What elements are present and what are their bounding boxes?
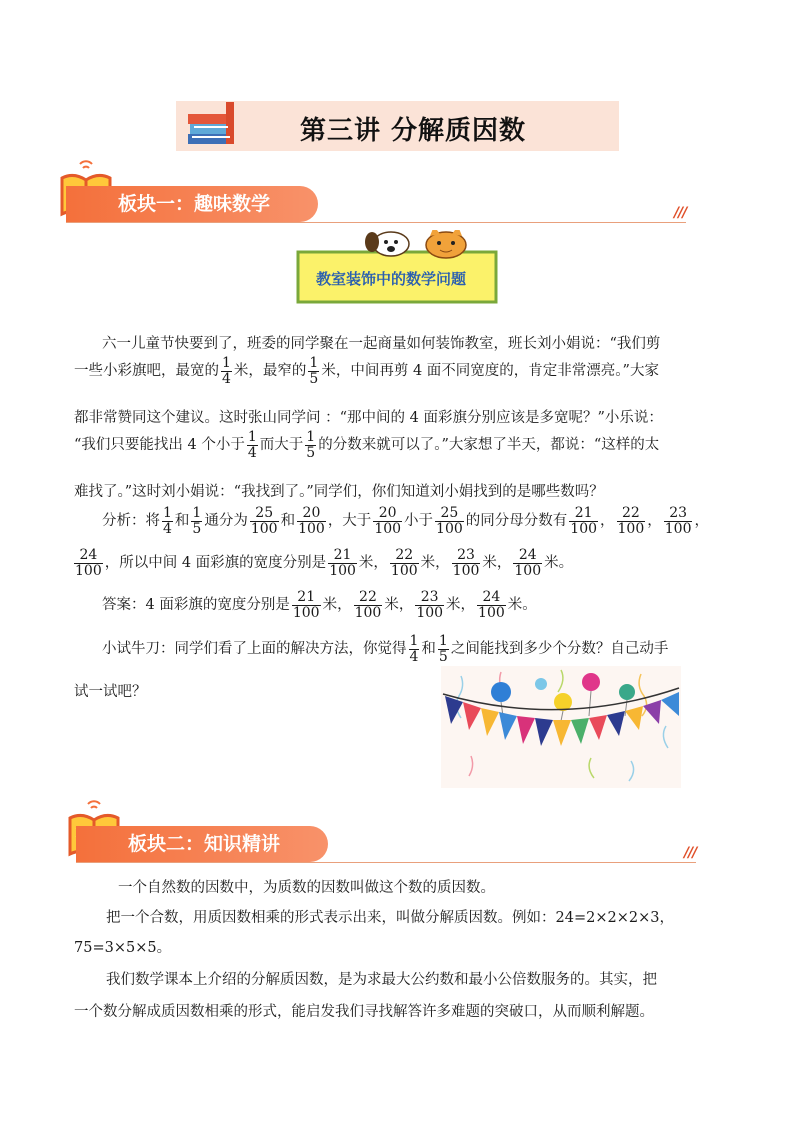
section-label: 板块二：知识精讲 — [128, 833, 281, 855]
fraction: $\frac{21}{100}$ — [570, 505, 598, 537]
fraction: $\frac{22}{100}$ — [390, 547, 418, 579]
fraction: $\frac{1}{4}$ — [409, 633, 419, 665]
page-title: 第三讲 分解质因数 — [300, 116, 527, 146]
section-label: 板块一：趣味数学 — [118, 193, 271, 215]
fraction: $\frac{25}{100}$ — [436, 505, 463, 537]
knowledge-line: 75=3×5×5。 — [74, 940, 172, 956]
fraction: $\frac{23}{100}$ — [664, 505, 692, 537]
story-box-illustration — [296, 230, 498, 304]
analysis-line: $\frac{24}{100}$ ，所以中间 4 面彩旗的宽度分别是 $\frac{21}{100}$ 米， $\frac{22}{100}$ 米， $\frac{23}{100}$ 米， $\frac{24}{100}$ 米。 — [75, 547, 574, 579]
fraction: $\frac{21}{100}$ — [292, 589, 320, 621]
fraction: $\frac{23}{100}$ — [416, 589, 444, 621]
fraction: $\frac{1}{5}$ — [309, 355, 319, 387]
bunting-illustration — [441, 666, 681, 788]
story-line: 六一儿童节快要到了，班委的同学聚在一起商量如何装饰教室，班长刘小娟说：“我们剪 — [102, 336, 661, 352]
fraction: $\frac{1}{5}$ — [438, 633, 448, 665]
section-divider — [66, 222, 686, 223]
fraction: $\frac{20}{100}$ — [298, 505, 325, 537]
answer-line: 答案：4 面彩旗的宽度分别是 $\frac{21}{100}$ 米， $\frac{22}{100}$ 米， $\frac{23}{100}$ 米， $\frac{24}{100}$ 米。 — [102, 589, 537, 621]
knowledge-line: 我们数学课本上介绍的分解质因数，是为求最大公约数和最小公倍数服务的。其实，把 — [106, 972, 657, 988]
analysis-line: 分析：将 $\frac{1}{4}$ 和 $\frac{1}{5}$ 通分为 $\frac{25}{100}$ 和 $\frac{20}{100}$ ，大于 $\frac{20}{100}$ 小于 $\frac{25}{100}$ 的同分母分数有 $\frac{21}{100}$ ， $\frac{22}{100}$ ， $\frac{23}{100}$ ， — [102, 505, 709, 537]
section-slashes: /// — [674, 205, 687, 221]
fraction: $\frac{25}{100}$ — [250, 505, 278, 537]
story-line: 一些小彩旗吧，最宽的 $\frac{1}{4}$ 米，最窄的 $\frac{1}{5}$ 米，中间再剪 4 面不同宽度的，肯定非常漂亮。”大家 — [74, 355, 659, 387]
story-line: 都非常赞同这个建议。这时张山同学问 ：“那中间的 4 面彩旗分别应该是多宽呢？”小乐说： — [74, 410, 663, 426]
fraction: $\frac{1}{5}$ — [306, 429, 316, 461]
trial-line: 小试牛刀：同学们看了上面的解决方法，你觉得 $\frac{1}{4}$ 和 $\frac{1}{5}$ 之间能找到多少个分数？自己动手 — [102, 633, 669, 665]
fraction: $\frac{22}{100}$ — [617, 505, 645, 537]
fraction: $\frac{1}{4}$ — [247, 429, 257, 461]
section-header — [66, 186, 318, 222]
knowledge-line: 一个数分解成质因数相乘的形式，能启发我们寻找解答许多难题的突破口，从而顺利解题。 — [74, 1004, 654, 1020]
trial-line: 试一试吧？ — [74, 684, 147, 700]
books-icon — [186, 100, 248, 150]
fraction: $\frac{22}{100}$ — [354, 589, 382, 621]
fraction: $\frac{21}{100}$ — [329, 547, 356, 579]
fraction: $\frac{24}{100}$ — [514, 547, 542, 579]
knowledge-line: 一个自然数的因数中，为质数的因数叫做这个数的质因数。 — [118, 880, 495, 896]
section-slashes: /// — [684, 845, 697, 861]
story-line: 难找了。”这时刘小娟说：“我找到了。”同学们，你们知道刘小娟找到的是哪些数吗？ — [74, 484, 604, 500]
section-header — [76, 826, 328, 862]
fraction: $\frac{23}{100}$ — [452, 547, 480, 579]
story-line: “我们只要能找出 4 个小于 $\frac{1}{4}$ 而大于 $\frac{1}{5}$ 的分数来就可以了。”大家想了半天，都说：“这样的太 — [74, 429, 660, 461]
section-divider — [76, 862, 696, 863]
story-box-title: 教室装饰中的数学问题 — [316, 270, 467, 288]
fraction: $\frac{1}{5}$ — [192, 505, 202, 537]
fraction: $\frac{20}{100}$ — [374, 505, 402, 537]
fraction: $\frac{1}{4}$ — [222, 355, 231, 387]
fraction: $\frac{1}{4}$ — [163, 505, 172, 537]
knowledge-line: 把一个合数，用质因数相乘的形式表示出来，叫做分解质因数。例如：24=2×2×2×3， — [106, 910, 674, 926]
fraction: $\frac{24}{100}$ — [75, 547, 102, 579]
fraction: $\frac{24}{100}$ — [478, 589, 505, 621]
